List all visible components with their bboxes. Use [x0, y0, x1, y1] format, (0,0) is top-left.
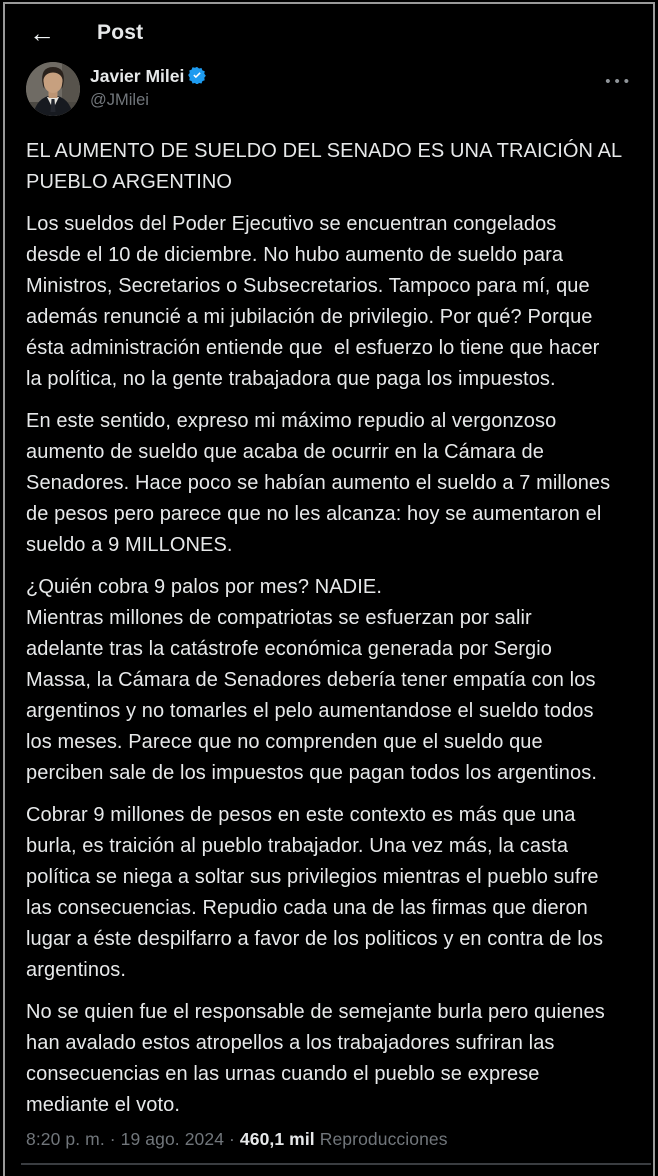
tweet-text-line: Ministros, Secretarios o Subsecretarios. Tampoco para mí, que	[26, 275, 590, 297]
paragraph-gap	[26, 789, 643, 800]
tweet-text-line: No se quien fue el responsable de semejante burla pero quienes	[26, 1001, 605, 1023]
tweet-text-line: consecuencias en las urnas cuando el pueblo se exprese	[26, 1063, 540, 1085]
tweet-text-line: PUEBLO ARGENTINO	[26, 171, 233, 193]
tweet-text-line: han avalado estos atropellos a los trabajadores sufriran las	[26, 1032, 555, 1054]
tweet-text-line: adelante tras la catástrofe económica generada por Sergio	[26, 638, 553, 660]
ellipsis-icon: •••	[605, 73, 633, 90]
tweet-text-line: Senadores. Hace poco se habían aumento el sueldo a 7 millones	[26, 472, 611, 494]
top-bar	[5, 4, 653, 50]
tweet-text-line: ésta administración entiende que el esfuerzo lo tiene que hacer	[26, 337, 600, 359]
divider	[21, 1163, 651, 1165]
author-row	[26, 62, 633, 116]
paragraph-gap	[26, 986, 643, 997]
timestamp: 8:20 p. m. · 19 ago. 2024 ·	[26, 1129, 235, 1149]
avatar-portrait-image	[26, 62, 80, 116]
more-options-button[interactable]	[605, 74, 633, 89]
tweet-text-line: argentinos y no tomarles el pelo aumentandose el sueldo todos	[26, 700, 594, 722]
tweet-text-line: además renuncié a mi jubilación de privilegio. Por qué? Porque	[26, 306, 593, 328]
views-label: Reproducciones	[319, 1129, 448, 1149]
display-name[interactable]: Javier Milei	[90, 66, 185, 86]
tweet-text-line: desde el 10 de diciembre. No hubo aumento de sueldo para	[26, 244, 564, 266]
avatar[interactable]	[26, 62, 80, 116]
paragraph-gap	[26, 198, 643, 209]
verified-badge-icon	[188, 66, 206, 89]
page-title: Post	[97, 21, 144, 44]
tweet-text-line: Mientras millones de compatriotas se esfuerzan por salir	[26, 607, 532, 629]
back-button[interactable]	[29, 20, 55, 46]
tweet-text-line: ¿Quién cobra 9 palos por mes? NADIE.	[26, 576, 382, 598]
tweet-text-line: burla, es traición al pueblo trabajador. Una vez más, la casta	[26, 835, 569, 857]
tweet-text-line: de pesos pero parece que no les alcanza: hoy se aumentaron el	[26, 503, 602, 525]
tweet-text-line: lugar a éste despilfarro a favor de los politicos y en contra de los	[26, 928, 604, 950]
back-arrow-icon: ←	[29, 18, 55, 48]
tweet-text-line: Los sueldos del Poder Ejecutivo se encuentran congelados	[26, 213, 557, 235]
tweet-text-line: los meses. Parece que no comprenden que el sueldo que	[26, 731, 543, 753]
tweet-text-line: Massa, la Cámara de Senadores debería tener empatía con los	[26, 669, 596, 691]
tweet-text-line: EL AUMENTO DE SUELDO DEL SENADO ES UNA TRAICIÓN AL	[26, 140, 623, 162]
post-meta	[26, 1129, 643, 1150]
tweet-text-line: las consecuencias. Repudio cada una de las firmas que dieron	[26, 897, 588, 919]
tweet-text-line: aumento de sueldo que acaba de ocurrir en la Cámara de	[26, 441, 544, 463]
tweet-text-line: En este sentido, expreso mi máximo repudio al vergonzoso	[26, 410, 557, 432]
tweet-text-line: perciben sale de los impuestos que pagan todos los argentinos.	[26, 762, 598, 784]
author-names	[90, 62, 206, 110]
tweet-text-line: la política, no la gente trabajadora que paga los impuestos.	[26, 368, 556, 390]
tweet-text-line: mediante el voto.	[26, 1094, 181, 1116]
tweet-text-line: sueldo a 9 MILLONES.	[26, 534, 233, 556]
views-count: 460,1 mil	[239, 1129, 315, 1149]
paragraph-gap	[26, 561, 643, 572]
post-page	[3, 2, 655, 1176]
tweet-text-line: Cobrar 9 millones de pesos en este contexto es más que una	[26, 804, 576, 826]
paragraph-gap	[26, 395, 643, 406]
tweet-text	[26, 136, 643, 1121]
tweet-text-line: argentinos.	[26, 959, 127, 981]
user-handle[interactable]: @JMilei	[90, 91, 149, 109]
tweet-text-line: política se niega a soltar sus privilegios mientras el pueblo sufre	[26, 866, 599, 888]
